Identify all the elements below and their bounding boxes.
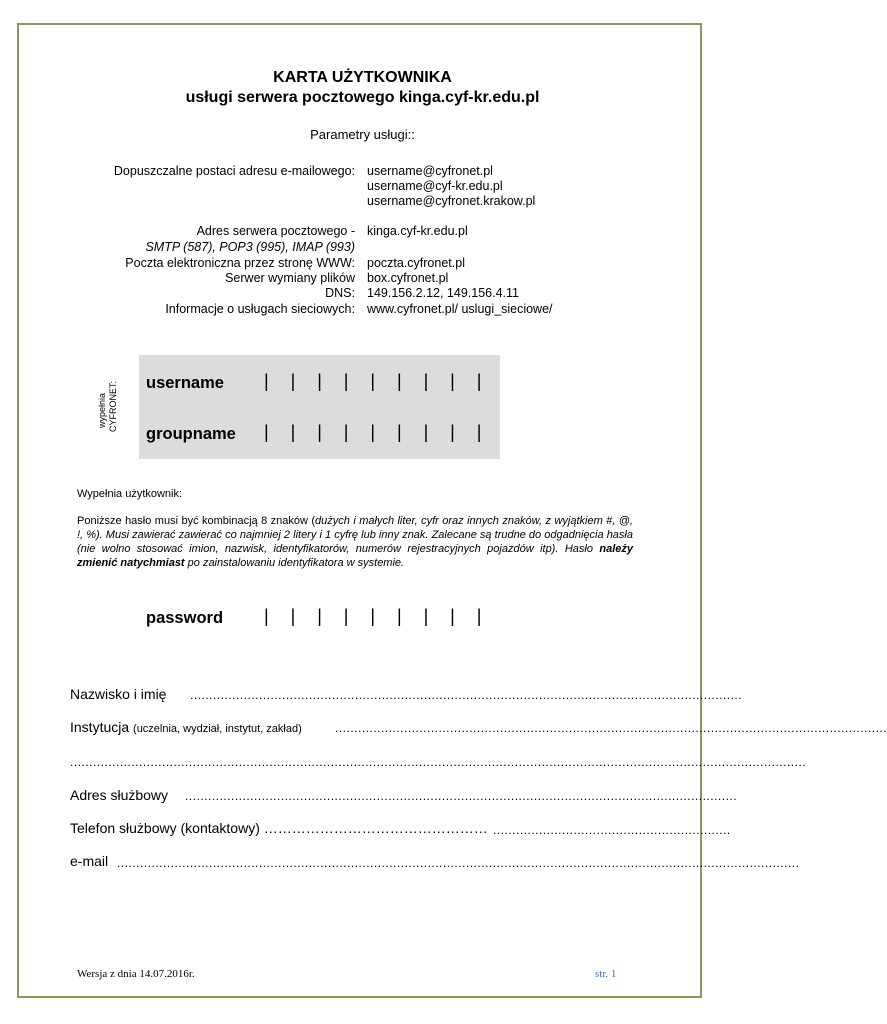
password-rules-text-1: Poniższe hasło musi być kombinacją 8 znaków (: [77, 515, 316, 527]
address-field-label: Adres służbowy: [70, 787, 169, 803]
groupname-label: groupname: [146, 425, 236, 443]
email-form-3: username@cyfronet.krakow.pl: [367, 194, 536, 208]
institution-extra-line[interactable]: ................................................................................................................................................................................................: [70, 755, 807, 769]
username-char-cells: | | | | | | | | |: [264, 371, 482, 391]
webmail-label: Poczta elektroniczna przez stronę WWW:: [125, 256, 355, 270]
footer-page-number: str. 1: [595, 968, 617, 980]
groupname-char-cells: | | | | | | | | |: [264, 422, 482, 442]
username-label: username: [146, 374, 224, 392]
file-server-value: box.cyfronet.pl: [367, 271, 449, 285]
side-label-line-1: wypełnia: [97, 392, 107, 428]
email-field-line[interactable]: ..................................................................................................................................................................................: [117, 856, 800, 870]
side-label-line-2: CYFRONET:: [108, 380, 118, 432]
address-field-line[interactable]: ................................................................................................................................................: [185, 789, 738, 803]
form-subtitle: usługi serwera pocztowego kinga.cyf-kr.edu.pl: [185, 89, 540, 106]
cyfronet-side-label: [95, 370, 125, 450]
network-info-value: www.cyfronet.pl/ uslugi_sieciowe/: [367, 302, 553, 316]
password-rules-text-2: dużych i małych liter, cyfr oraz innych znaków, z wyjątkiem #, @, !, %). Musi zawierać zawierać co najmniej 2 litery i 1 cyfrę lub inny znak. Zalecane są trudne do odgadnięcia hasła (nie wolno stosować imion, nazwisk, identyfikatorów, numerów rejestracyjnych pojazdów itp). Hasło: [77, 515, 633, 555]
email-forms-label: Dopuszczalne postaci adresu e-mailowego:: [113, 164, 355, 178]
mail-server-protocols: SMTP (587), POP3 (995), IMAP (993): [145, 240, 355, 254]
institution-hint: (uczelnia, wydział, instytut, zakład): [133, 723, 302, 735]
user-section-heading: Wypełnia użytkownik:: [77, 488, 183, 500]
email-field-label: e-mail: [70, 853, 109, 869]
footer-version: Wersja z dnia 14.07.2016r.: [77, 968, 195, 980]
institution-field-label: [70, 719, 302, 735]
password-char-cells[interactable]: | | | | | | | | |: [264, 606, 482, 626]
email-form-1: username@cyfronet.pl: [367, 164, 493, 178]
webmail-value: poczta.cyfronet.pl: [367, 256, 465, 270]
file-server-label: Serwer wymiany plików: [225, 271, 355, 285]
phone-dots-prefix: …………………………………………: [263, 820, 488, 836]
password-rules-emphasis: należy zmienić natychmiast: [77, 543, 633, 569]
mail-server-value: kinga.cyf-kr.edu.pl: [367, 224, 468, 238]
email-form-2: username@cyf-kr.edu.pl: [367, 179, 503, 193]
params-heading: Parametry usługi::: [310, 127, 415, 142]
password-label: password: [146, 609, 224, 627]
password-rules-text-3: po zainstalowaniu identyfikatora w systemie.: [184, 557, 405, 569]
name-field-line[interactable]: ................................................................................................................................................: [190, 688, 743, 702]
dns-value: 149.156.2.12, 149.156.4.11: [367, 286, 519, 300]
institution-field-line[interactable]: ................................................................................................................................................: [335, 721, 887, 735]
password-rules: [77, 514, 633, 570]
network-info-label: Informacje o usługach sieciowych:: [165, 302, 355, 316]
institution-label-text: Instytucja: [70, 719, 130, 735]
dns-label: DNS:: [325, 286, 355, 300]
phone-field-line[interactable]: ..............................................................: [493, 823, 731, 837]
phone-field-label: [70, 820, 488, 836]
name-field-label: Nazwisko i imię: [70, 686, 167, 702]
mail-server-label: Adres serwera pocztowego -: [196, 224, 355, 238]
form-title: KARTA UŻYTKOWNIKA: [273, 69, 452, 86]
phone-label-text: Telefon służbowy (kontaktowy): [70, 820, 260, 836]
